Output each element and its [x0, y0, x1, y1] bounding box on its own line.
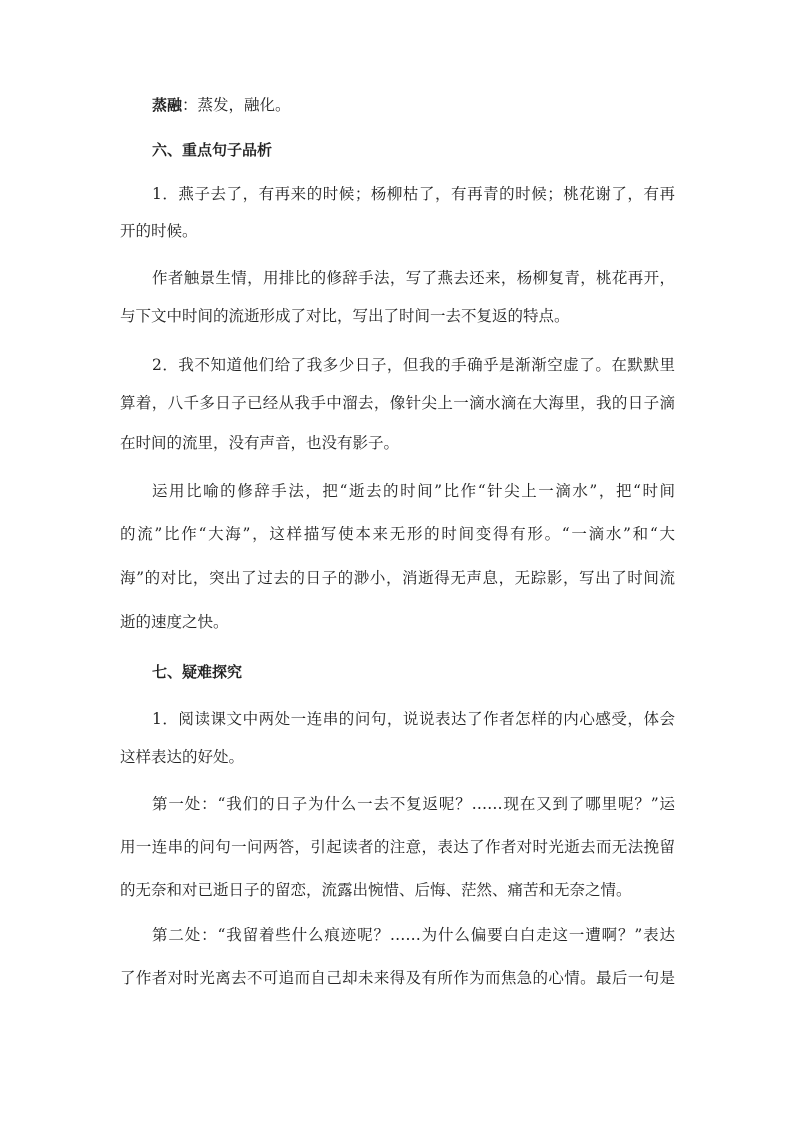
- vocab-definition: ：蒸发，融化。: [182, 96, 291, 114]
- question-line: 这样表达的好处。: [120, 748, 245, 766]
- answer-line: 的无奈和对已逝日子的留恋，流露出惋惜、后悔、茫然、痛苦和无奈之情。: [120, 881, 632, 899]
- sentence-line: 开的时候。: [120, 222, 198, 240]
- sentence-line: 2．我不知道他们给了我多少日子，但我的手确乎是渐渐空虚了。在默默里: [152, 356, 675, 374]
- analysis-line: 逝的速度之快。: [120, 613, 229, 631]
- sentence-line: 1．燕子去了，有再来的时候；杨柳枯了，有再青的时候；桃花谢了，有再: [152, 185, 675, 203]
- answer-line: 第一处：“我们的日子为什么一去不复返呢？……现在又到了哪里呢？”运: [152, 795, 675, 813]
- answer-line: 用一连串的问句一问两答，引起读者的注意，表达了作者对时光逝去而无法挽留: [120, 838, 675, 856]
- question-line: 1．阅读课文中两处一连串的问句，说说表达了作者怎样的内心感受，体会: [152, 710, 675, 728]
- answer-line: 了作者对时光离去不可追而自己却未来得及有所作为而焦急的心情。最后一句是: [120, 969, 675, 987]
- answer-line: 第二处：“我留着些什么痕迹呢？……为什么偏要白白走这一遭啊？”表达: [152, 926, 675, 944]
- vocab-line: [152, 95, 675, 115]
- analysis-line: 的流”比作“大海”，这样描写使本来无形的时间变得有形。“一滴水”和“大: [120, 525, 675, 543]
- vocab-term: 蒸融: [152, 96, 183, 114]
- section-heading: 七、疑难探究: [152, 663, 243, 681]
- sentence-line: 在时间的流里，没有声音，也没有影子。: [120, 434, 400, 452]
- analysis-line: 作者触景生情，用排比的修辞手法，写了燕去还来，杨柳复青，桃花再开，: [152, 269, 675, 287]
- section-heading: 六、重点句子品析: [152, 141, 273, 159]
- analysis-line: 运用比喻的修辞手法，把“逝去的时间”比作“针尖上一滴水”，把“时间: [152, 482, 675, 500]
- analysis-line: 与下文中时间的流逝形成了对比，写出了时间一去不复返的特点。: [120, 307, 570, 325]
- analysis-line: 海”的对比，突出了过去的日子的渺小，消逝得无声息，无踪影，写出了时间流: [120, 569, 675, 587]
- sentence-line: 算着，八千多日子已经从我手中溜去，像针尖上一滴水滴在大海里，我的日子滴: [120, 394, 675, 412]
